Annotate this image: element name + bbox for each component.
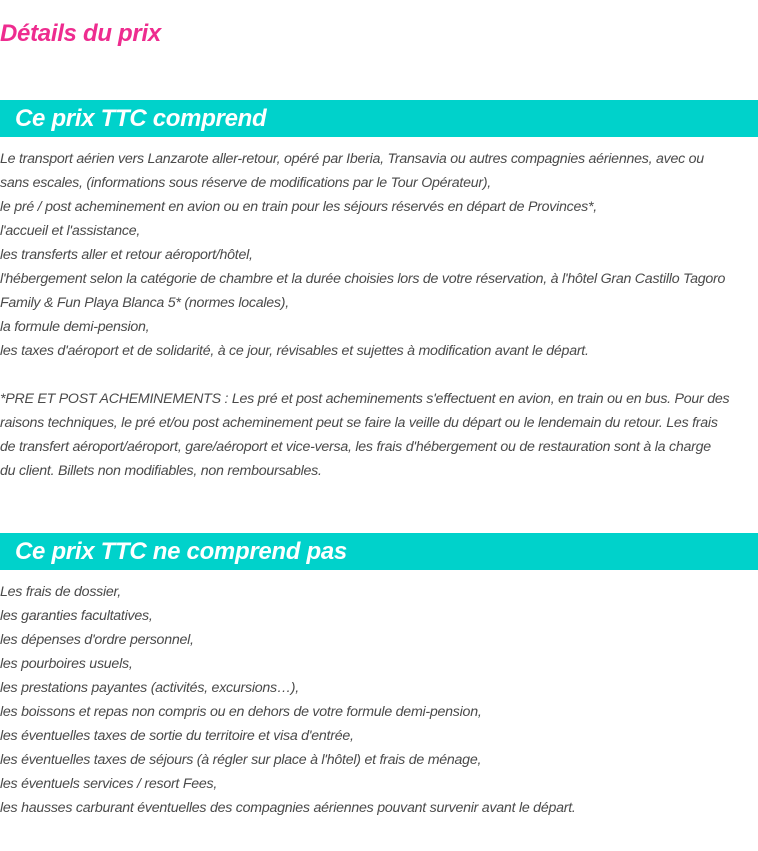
acheminement-note-line: du client. Billets non modifiables, non remboursables. bbox=[0, 463, 322, 479]
excludes-item: les éventuelles taxes de sortie du territoire et visa d'entrée, bbox=[0, 728, 354, 744]
acheminement-note-line: raisons techniques, le pré et/ou post acheminement peut se faire la veille du départ ou le lendemain du retour. Les frais bbox=[0, 415, 718, 431]
section-header-excludes: Ce prix TTC ne comprend pas bbox=[0, 533, 758, 570]
includes-item: les transferts aller et retour aéroport/hôtel, bbox=[0, 247, 253, 263]
includes-item: Le transport aérien vers Lanzarote aller-retour, opéré par Iberia, Transavia ou autres compagnies aériennes, avec ou bbox=[0, 151, 704, 167]
excludes-item: les garanties facultatives, bbox=[0, 608, 153, 624]
excludes-item: les dépenses d'ordre personnel, bbox=[0, 632, 194, 648]
includes-item: la formule demi-pension, bbox=[0, 319, 150, 335]
excludes-item: les hausses carburant éventuelles des compagnies aériennes pouvant survenir avant le départ. bbox=[0, 800, 576, 816]
includes-item: l'accueil et l'assistance, bbox=[0, 223, 141, 239]
includes-item: les taxes d'aéroport et de solidarité, à ce jour, révisables et sujettes à modification avant le départ. bbox=[0, 343, 589, 359]
includes-item: sans escales, (informations sous réserve de modifications par le Tour Opérateur), bbox=[0, 175, 491, 191]
includes-item: Family & Fun Playa Blanca 5* (normes locales), bbox=[0, 295, 289, 311]
excludes-item: Les frais de dossier, bbox=[0, 584, 121, 600]
section-header-includes: Ce prix TTC comprend bbox=[0, 100, 758, 137]
excludes-item: les pourboires usuels, bbox=[0, 656, 133, 672]
excludes-item: les éventuels services / resort Fees, bbox=[0, 776, 218, 792]
includes-item: le pré / post acheminement en avion ou en train pour les séjours réservés en départ de Provinces*, bbox=[0, 199, 597, 215]
excludes-item: les prestations payantes (activités, excursions…), bbox=[0, 680, 299, 696]
page-title: Détails du prix bbox=[0, 20, 161, 47]
excludes-item: les boissons et repas non compris ou en dehors de votre formule demi-pension, bbox=[0, 704, 482, 720]
excludes-list bbox=[0, 580, 758, 820]
includes-item: l'hébergement selon la catégorie de chambre et la durée choisies lors de votre réservation, à l'hôtel Gran Castillo Tagoro bbox=[0, 271, 726, 287]
acheminement-note-line: *PRE ET POST ACHEMINEMENTS : Les pré et post acheminements s'effectuent en avion, en train ou en bus. Pour des bbox=[0, 391, 730, 407]
paragraph-spacer bbox=[0, 363, 758, 387]
acheminement-note-line: de transfert aéroport/aéroport, gare/aéroport et vice-versa, les frais d'hébergement ou de restauration sont à la charge bbox=[0, 439, 711, 455]
includes-list bbox=[0, 147, 758, 483]
excludes-item: les éventuelles taxes de séjours (à régler sur place à l'hôtel) et frais de ménage, bbox=[0, 752, 482, 768]
